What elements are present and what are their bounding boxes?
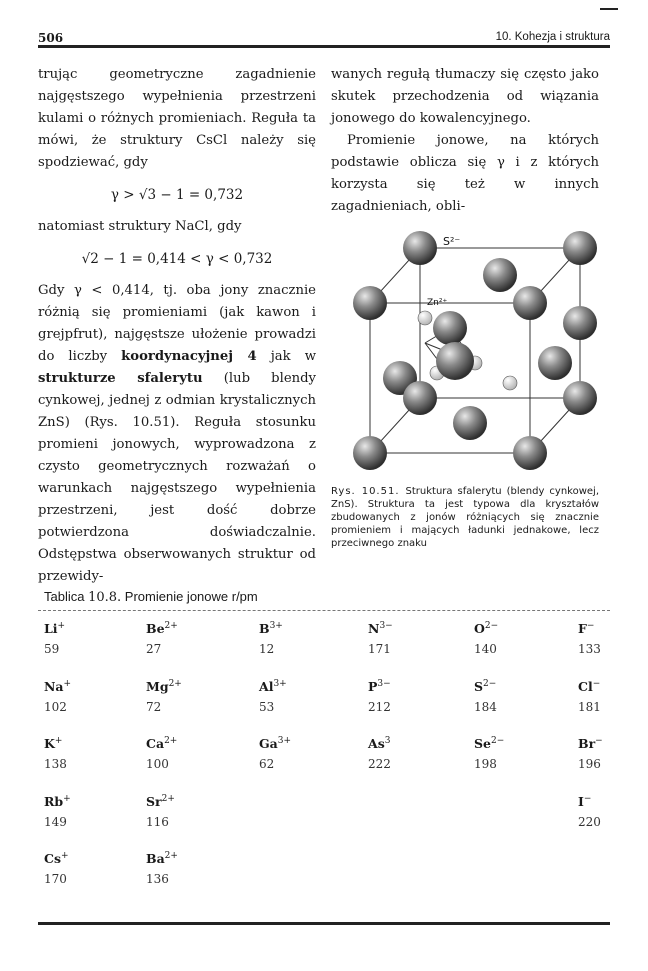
ion-radius: 184 (474, 700, 497, 714)
ion-radius: 133 (578, 642, 601, 656)
caption-label: Rys. 10.51. (331, 486, 400, 497)
ion-symbol: Cl− (578, 679, 601, 695)
ion-symbol: $O^{2-}$ (474, 621, 499, 637)
ion-radius: 102 (44, 700, 67, 714)
ion-symbol: K+ (44, 736, 63, 752)
ion-symbol: $B^{3+}$ (259, 621, 283, 637)
ion-symbol: $N^{3-}$ (368, 621, 393, 637)
ion-radius: 116 (146, 815, 169, 829)
ion-radius: 198 (474, 757, 497, 771)
left-para-2: natomiast struktury NaCl, gdy (38, 219, 242, 234)
footer-rule (38, 922, 610, 925)
ion-radius: 100 (146, 757, 169, 771)
page-number: 506 (38, 31, 64, 45)
ion-radius: 149 (44, 815, 67, 829)
ion-radius: 72 (146, 700, 162, 714)
ion-symbol: I− (578, 794, 592, 810)
ion-symbol: $Sr^{2+}$ (146, 794, 175, 810)
ion-symbol: Cs+ (44, 851, 69, 867)
ion-symbol: $Mg^{2+}$ (146, 679, 182, 695)
ion-symbol: $Be^{2+}$ (146, 621, 178, 637)
ion-radius: 138 (44, 757, 67, 771)
left-para-3: Gdy γ < 0,414, tj. oba jony znacznie różnią się promieniami (jak kawon i grejpfrut), najgęstsze ułożenie prowadzi do liczby koordynacyjnej 4 jak w strukturze sfalerytu (lub blendy cynkowej, jednej z odmian krystalicznych ZnS) (Rys. 10.51). Reguła stosunku promieni jonowych, wyprowadzona z czysto geometrycznych rozważań o warunkach najgęstszego wypełnienia przestrzeni, jest dość dobrze potwierdzona doświadczalnie. Odstępstwa obserwowanych struktur od przewidy- (38, 283, 317, 584)
right-para-1: wanych regułą tłumaczy się często jako skutek przechodzenia od wiązania jonowego do kowalencyjnego. (331, 67, 599, 126)
ion-radius: 222 (368, 757, 391, 771)
ion-radius: 196 (578, 757, 601, 771)
chapter-title: 10. Kohezja i struktura (495, 31, 610, 43)
left-para-1: trując geometryczne zagadnienie najgęstszego wypełnienia przestrzeni kulami o różnych promieniach. Reguła ta mówi, że struktury CsCl należy się spodziewać, gdy (38, 67, 316, 170)
ion-radius: 62 (259, 757, 275, 771)
right-para-2: Promienie jonowe, na których podstawie oblicza się γ i z których korzysta się też w innych zagadnieniach, obli- (331, 133, 599, 214)
equation-cscl: γ > √3 − 1 = 0,732 (110, 187, 244, 203)
label-zn-ion: Zn²⁺ (427, 298, 448, 308)
ion-symbol: Br− (578, 736, 603, 752)
ion-radius: 170 (44, 872, 67, 886)
ion-symbol: Na+ (44, 679, 72, 695)
ion-radius: 220 (578, 815, 601, 829)
ion-symbol: Li+ (44, 621, 66, 637)
ion-symbol: $Al^{3+}$ (259, 679, 287, 695)
ion-symbol: $S^{2-}$ (474, 679, 497, 695)
ion-symbol: $Se^{2-}$ (474, 736, 505, 752)
ion-radius: 136 (146, 872, 169, 886)
ion-symbol: Rb+ (44, 794, 71, 810)
table-caption: Tablica 10.8. Promienie jonowe r/pm (44, 589, 258, 605)
equation-nacl: √2 − 1 = 0,414 < γ < 0,732 (81, 251, 273, 267)
ion-radius: 171 (368, 642, 391, 656)
ion-radius: 27 (146, 642, 162, 656)
ion-symbol: As$^3$ (368, 736, 391, 752)
ion-radius: 140 (474, 642, 497, 656)
ion-radius: 59 (44, 642, 60, 656)
ion-symbol: $Ga^{3+}$ (259, 736, 292, 752)
ion-radius: 181 (578, 700, 601, 714)
term-sphalerite: strukturze sfalerytu (38, 371, 203, 386)
ion-symbol: $P^{3-}$ (368, 679, 391, 695)
ion-radius: 12 (259, 642, 275, 656)
ion-radius: 212 (368, 700, 391, 714)
label-s-ion: S²⁻ (443, 235, 461, 248)
term-coordination: koordynacyjnej 4 (121, 349, 257, 364)
caption-text: Struktura sfalerytu (blendy cynkowej, ZnS). Struktura ta jest typowa dla kryształów zbudowanych z jonów różniących się znacznie promieniem i mających ładunki jednakowe, lecz przeciwnego znaku (331, 486, 600, 549)
ion-symbol: F− (578, 621, 595, 637)
ion-symbol: $Ba^{2+}$ (146, 851, 178, 867)
ion-symbol: $Ca^{2+}$ (146, 736, 178, 752)
ion-radius: 53 (259, 700, 275, 714)
